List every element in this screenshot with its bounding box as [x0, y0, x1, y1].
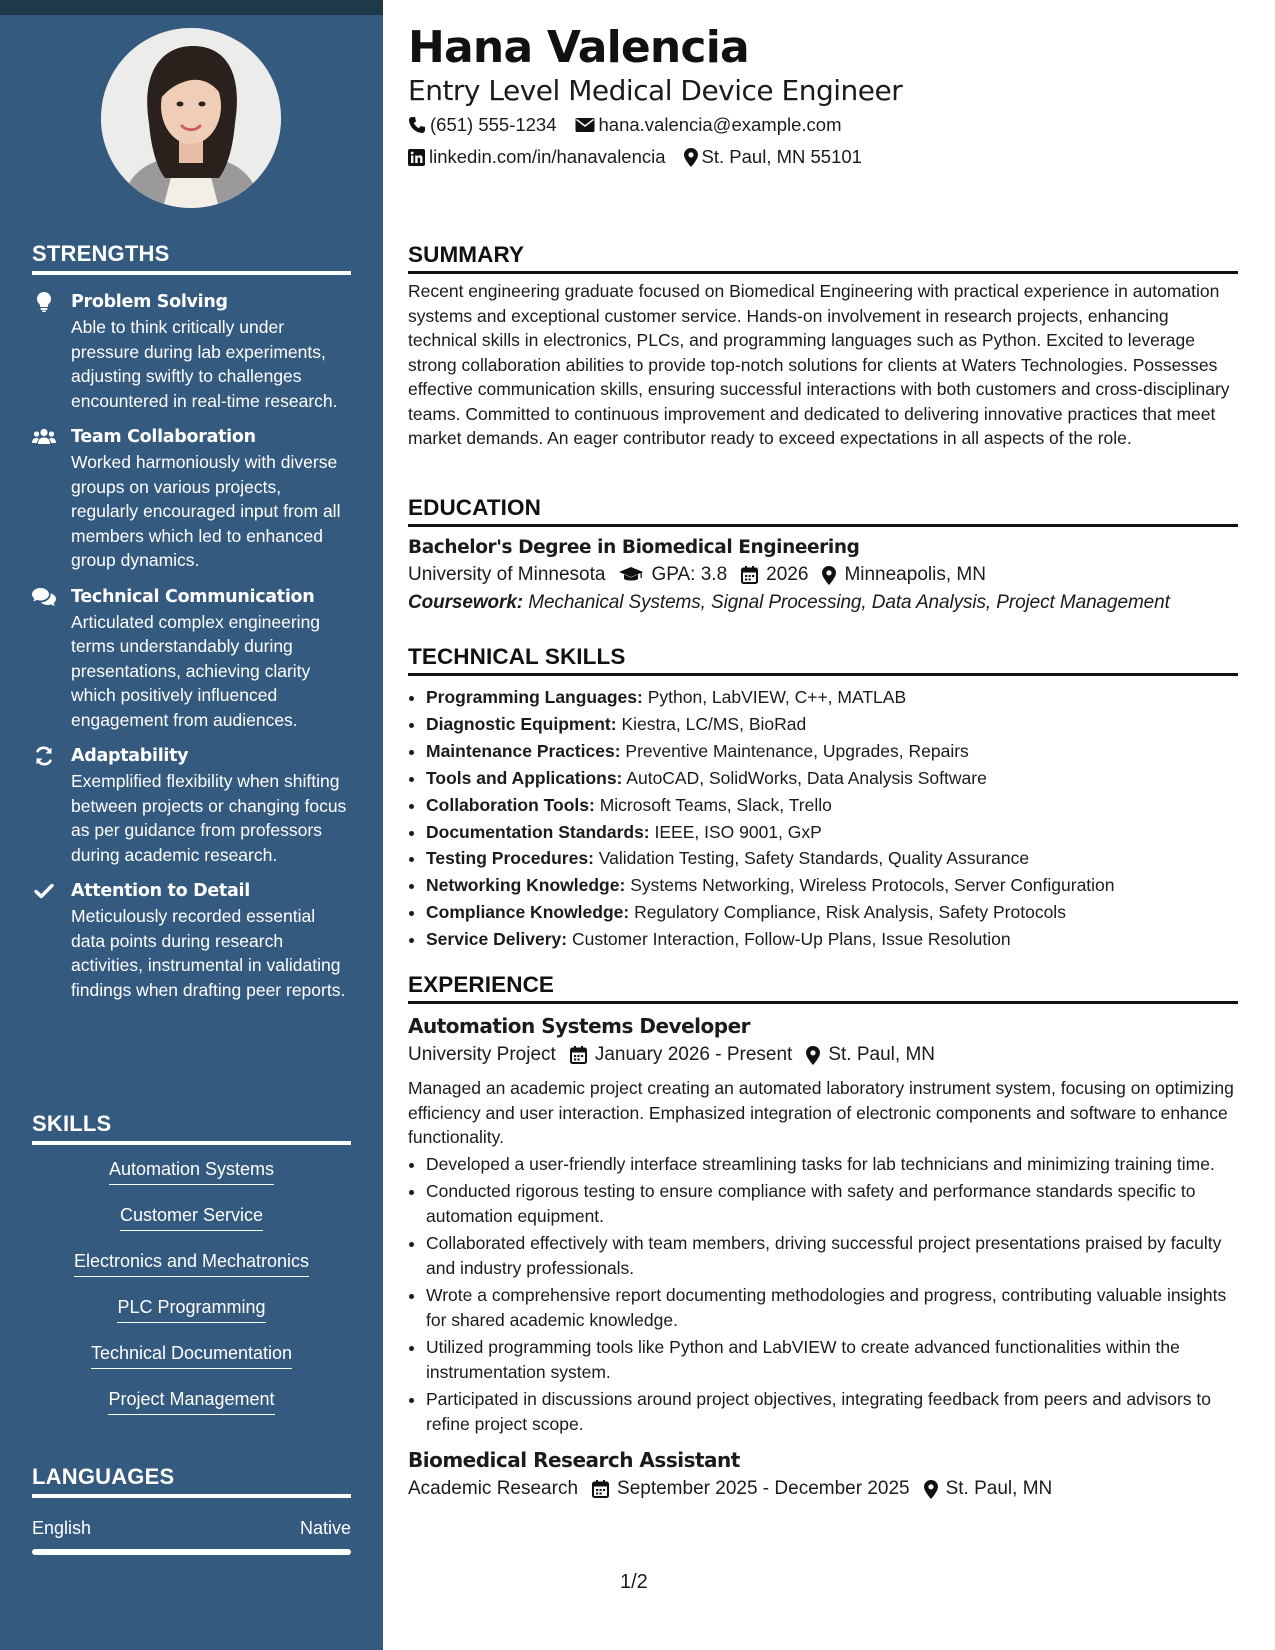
strength-desc: Able to think critically under pressure during lab experiments, adjusting swiftly to challenges encountered in real-time research. [71, 317, 338, 411]
skill-tag: Project Management [108, 1387, 274, 1415]
list-item: • Conducted rigorous testing to ensure compliance with safety and performance standards specific to automation equipment. [426, 1179, 1238, 1228]
languages-section [32, 1464, 351, 1555]
sidebar [0, 0, 383, 1650]
calendar-icon [741, 566, 758, 584]
strength-title: Technical Communication [71, 586, 315, 607]
skill-tag: Technical Documentation [91, 1341, 292, 1369]
list-item: • Networking Knowledge: Systems Networking, Wireless Protocols, Server Configuration [426, 872, 1238, 899]
check-icon [32, 880, 56, 902]
calendar-icon [592, 1480, 609, 1498]
job-meta [408, 1478, 1238, 1500]
job-description: Managed an academic project creating an automated laboratory instrument system, focusing on optimizing efficiency and user interaction. Emphasized integration of electronic components and software to enhance functionality. [408, 1078, 1234, 1147]
list-item: • Compliance Knowledge: Regulatory Compliance, Risk Analysis, Safety Protocols [426, 899, 1238, 926]
strengths-heading: STRENGTHS [32, 241, 351, 275]
skills-list [32, 1145, 351, 1433]
person-photo-icon [101, 28, 281, 208]
candidate-title: Entry Level Medical Device Engineer [408, 74, 903, 107]
education-meta [408, 564, 1238, 586]
avatar [101, 28, 281, 208]
skills-section [32, 1111, 351, 1433]
languages-heading: LANGUAGES [32, 1464, 351, 1498]
skill-tag: PLC Programming [117, 1295, 265, 1323]
map-pin-icon [684, 148, 698, 167]
skill-tag: Customer Service [120, 1203, 263, 1231]
experience-heading: EXPERIENCE [408, 972, 1238, 1004]
list-item: • Developed a user-friendly interface streamlining tasks for lab technicians and minimizing training time. [426, 1152, 1238, 1177]
strength-desc: Worked harmoniously with diverse groups on various projects, regularly encouraged input from all members which led to enhanced group dynamics. [71, 452, 341, 570]
strength-item [32, 425, 351, 573]
job-org: University Project [408, 1044, 556, 1065]
technical-skills-section [408, 644, 1238, 953]
coursework-text: Mechanical Systems, Signal Processing, Data Analysis, Project Management [528, 592, 1170, 613]
job-location: St. Paul, MN [828, 1044, 935, 1065]
map-pin-icon [924, 1480, 938, 1499]
list-item: • Tools and Applications: AutoCAD, SolidWorks, Data Analysis Software [426, 765, 1238, 792]
technical-skills-list [408, 684, 1238, 953]
language-name: English [32, 1518, 92, 1538]
strength-desc: Meticulously recorded essential data points during research activities, instrumental in validating findings when drafting peer reports. [71, 906, 346, 1000]
school-name: University of Minnesota [408, 564, 606, 585]
map-pin-icon [806, 1046, 820, 1065]
skills-heading: SKILLS [32, 1111, 351, 1145]
job-role: Automation Systems Developer [408, 1014, 750, 1038]
coursework-label: Coursework: [408, 592, 524, 613]
list-item: • Wrote a comprehensive report documenting methodologies and progress, contributing valuable insights for shared academic knowledge. [426, 1283, 1238, 1332]
strength-item [32, 585, 351, 733]
list-item: • Documentation Standards: IEEE, ISO 9001, GxP [426, 819, 1238, 846]
job-role: Biomedical Research Assistant [408, 1448, 740, 1472]
gpa-text: GPA: 3.8 [651, 564, 728, 585]
linkedin-text: linkedin.com/in/hanavalencia [429, 146, 666, 167]
list-item: • Testing Procedures: Validation Testing, Safety Standards, Quality Assurance [426, 845, 1238, 872]
strength-title: Adaptability [71, 746, 189, 766]
map-pin-icon [822, 566, 836, 585]
language-level: Native [299, 1518, 351, 1538]
lightbulb-icon [32, 291, 56, 313]
list-item: • Participated in discussions around project objectives, integrating feedback from peers and advisors to refine project scope. [426, 1387, 1238, 1436]
strength-item [32, 290, 351, 413]
strength-title: Problem Solving [71, 292, 228, 312]
comments-icon [32, 586, 56, 608]
page-number: 1/2 [620, 1571, 648, 1593]
summary-section [408, 242, 1238, 451]
summary-text: Recent engineering graduate focused on Biomedical Engineering with practical experience in automation systems and exceptional customer service. Hands-on involvement in research projects, enhancing technical skills in electronics, PLCs, and programming languages such as Python. Excited to leverage strong collaboration abilities to provide top-notch solutions for clients at Waters Technologies. Possesses effective communication skills, ensuring successful interactions with both customers and cross-disciplinary teams. Committed to continuous improvement and dedicated to delivering innovative practices that meet market demands. An eager contributor ready to exceed expectations in all aspects of the role. [408, 281, 1230, 448]
experience-section [408, 972, 1238, 1500]
users-icon [32, 426, 56, 448]
skill-tag: Automation Systems [109, 1157, 274, 1185]
language-row [32, 1518, 351, 1539]
technical-skills-heading: TECHNICAL SKILLS [408, 644, 1238, 676]
list-item: • Utilized programming tools like Python and LabVIEW to create advanced functionalities within the instrumentation system. [426, 1335, 1238, 1384]
strengths-section [32, 241, 351, 1002]
strength-desc: Articulated complex engineering terms understandably during presentations, achieving clarity which positively influenced engagement from audiences. [71, 611, 321, 730]
job-org: Academic Research [408, 1478, 579, 1499]
job-dates: September 2025 - December 2025 [617, 1478, 910, 1499]
education-section [408, 495, 1238, 614]
list-item: • Maintenance Practices: Preventive Maintenance, Upgrades, Repairs [426, 738, 1238, 765]
list-item: • Collaboration Tools: Microsoft Teams, Slack, Trello [426, 792, 1238, 819]
list-item: • Programming Languages: Python, LabVIEW, C++, MATLAB [426, 684, 1238, 711]
job-meta [408, 1044, 1238, 1066]
graduation-cap-icon [619, 567, 643, 583]
job-dates: January 2026 - Present [594, 1044, 793, 1065]
candidate-name: Hana Valencia [408, 22, 749, 73]
strength-desc: Exemplified flexibility when shifting between projects or changing focus as per guidance from professors during academic research. [71, 771, 347, 865]
envelope-icon [575, 117, 595, 133]
sidebar-top-bar [0, 0, 383, 15]
strength-title: Team Collaboration [71, 427, 256, 447]
list-item: • Diagnostic Equipment: Kiestra, LC/MS, BioRad [426, 711, 1238, 738]
education-heading: EDUCATION [408, 495, 1238, 527]
contact-row-1 [408, 114, 859, 136]
list-item: • Service Delivery: Customer Interaction, Follow-Up Plans, Issue Resolution [426, 926, 1238, 953]
linkedin-icon [408, 149, 425, 166]
language-proficiency-bar [32, 1549, 351, 1555]
strength-item [32, 879, 351, 1002]
phone-icon [408, 116, 426, 134]
degree-title: Bachelor's Degree in Biomedical Engineering [408, 537, 860, 558]
calendar-icon [570, 1046, 587, 1064]
job-bullets [408, 1152, 1238, 1437]
location-text: St. Paul, MN 55101 [701, 146, 862, 167]
strength-title: Attention to Detail [71, 881, 250, 901]
sync-icon [32, 745, 56, 767]
school-location: Minneapolis, MN [844, 564, 986, 585]
strength-item [32, 744, 351, 867]
email-text: hana.valencia@example.com [598, 114, 842, 135]
contact-row-2 [408, 146, 880, 168]
summary-heading: SUMMARY [408, 242, 1238, 274]
job-location: St. Paul, MN [945, 1478, 1053, 1499]
skill-tag: Electronics and Mechatronics [74, 1249, 309, 1277]
list-item: • Collaborated effectively with team members, driving successful project presentations praised by faculty and industry professionals. [426, 1231, 1238, 1280]
graduation-year: 2026 [766, 564, 809, 585]
phone-text: (651) 555-1234 [430, 114, 557, 135]
coursework [408, 592, 1238, 614]
